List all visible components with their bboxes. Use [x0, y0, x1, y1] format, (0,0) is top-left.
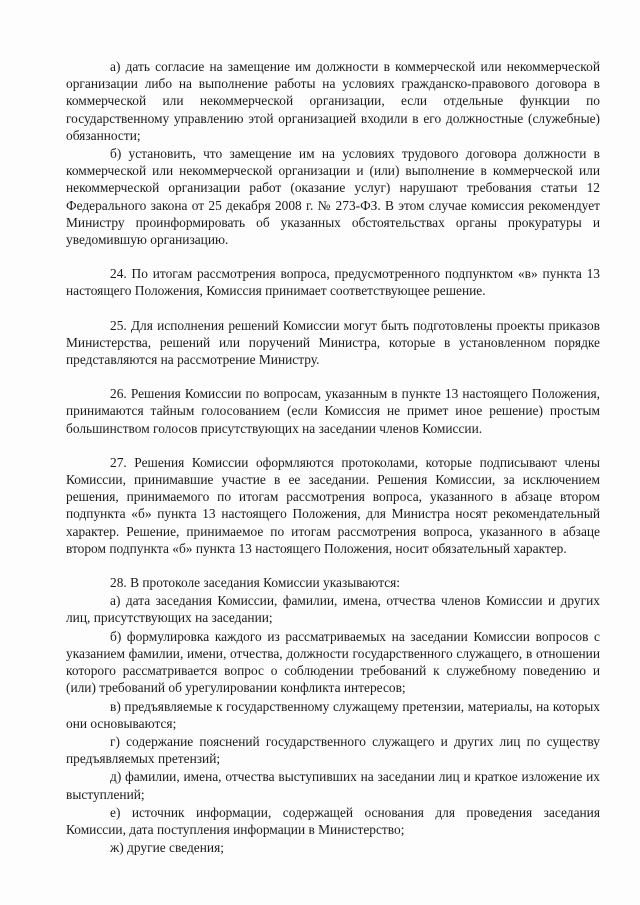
paragraph-25: 25. Для исполнения решений Комиссии могут быть подготовлены проекты приказов Министерства, решений или поручений Министра, которые в установленном порядке представляются на рассмотрение Министру.: [66, 317, 600, 368]
paragraph-28-a: а) дата заседания Комиссии, фамилии, имена, отчества членов Комиссии и других лиц, присутствующих на заседании;: [66, 593, 600, 626]
paragraph-23-a: а) дать согласие на замещение им должности в коммерческой или некоммерческой организации либо на выполнение работы на условиях гражданско-правового договора в коммерческой или некоммерческой организации, если отдельные функции по государственному управлению этой организацией входили в его должностные (служебные) обязанности;: [66, 59, 600, 143]
paragraph-28-g: ж) другие сведения;: [110, 840, 224, 856]
paragraph-28-e: д) фамилии, имена, отчества выступивших на заседании лиц и краткое изложение их выступлений;: [66, 769, 600, 802]
paragraph-28-b: б) формулировка каждого из рассматриваемых на заседании Комиссии вопросов с указанием фамилии, имени, отчества, должности государственного служащего, в отношении которого рассматривается вопрос о соблюдении требований к служебному поведению и (или) требований об урегулировании конфликта интересов;: [66, 628, 600, 696]
paragraph-24: 24. По итогам рассмотрения вопроса, предусмотренного подпунктом «в» пункта 13 настоящего Положения, Комиссия принимает соответствующее решение.: [66, 266, 600, 299]
paragraph-28-c: в) предъявляемые к государственному служащему претензии, материалы, на которых они основываются;: [66, 698, 600, 731]
paragraph-28: 28. В протоколе заседания Комиссии указываются:: [110, 575, 401, 591]
paragraph-28-f: е) источник информации, содержащей основания для проведения заседания Комиссии, дата поступления информации в Министерство;: [66, 804, 600, 837]
paragraph-27: 27. Решения Комиссии оформляются протоколами, которые подписывают члены Комиссии, принимавшие участие в ее заседании. Решения Комиссии, за исключением решения, принимаемого по итогам рассмотрения вопроса, указанного в абзаце втором подпункта «б» пункта 13 настоящего Положения, для Министра носят рекомендательный характер. Решение, принимаемое по итогам рассмотрения вопроса, указанного в абзаце втором подпункта «б» пункта 13 настоящего Положения, носит обязательный характер.: [66, 454, 600, 556]
document-body: [66, 58, 600, 856]
paragraph-23-b: б) установить, что замещение им на условиях трудового договора должности в коммерческой или некоммерческой организации и (или) выполнение в коммерческой или некоммерческой организации работ (оказание услуг) нарушают требования статьи 12 Федерального закона от 25 декабря 2008 г. № 273-ФЗ. В этом случае комиссия рекомендует Министру проинформировать об указанных обстоятельствах органы прокуратуры и уведомившую организацию.: [66, 146, 600, 248]
paragraph-26: 26. Решения Комиссии по вопросам, указанным в пункте 13 настоящего Положения, принимаются тайным голосованием (если Комиссия не примет иное решение) простым большинством голосов присутствующих на заседании членов Комиссии.: [66, 386, 600, 436]
paragraph-28-d: г) содержание пояснений государственного служащего и других лиц по существу предъявляемых претензий;: [66, 733, 600, 767]
